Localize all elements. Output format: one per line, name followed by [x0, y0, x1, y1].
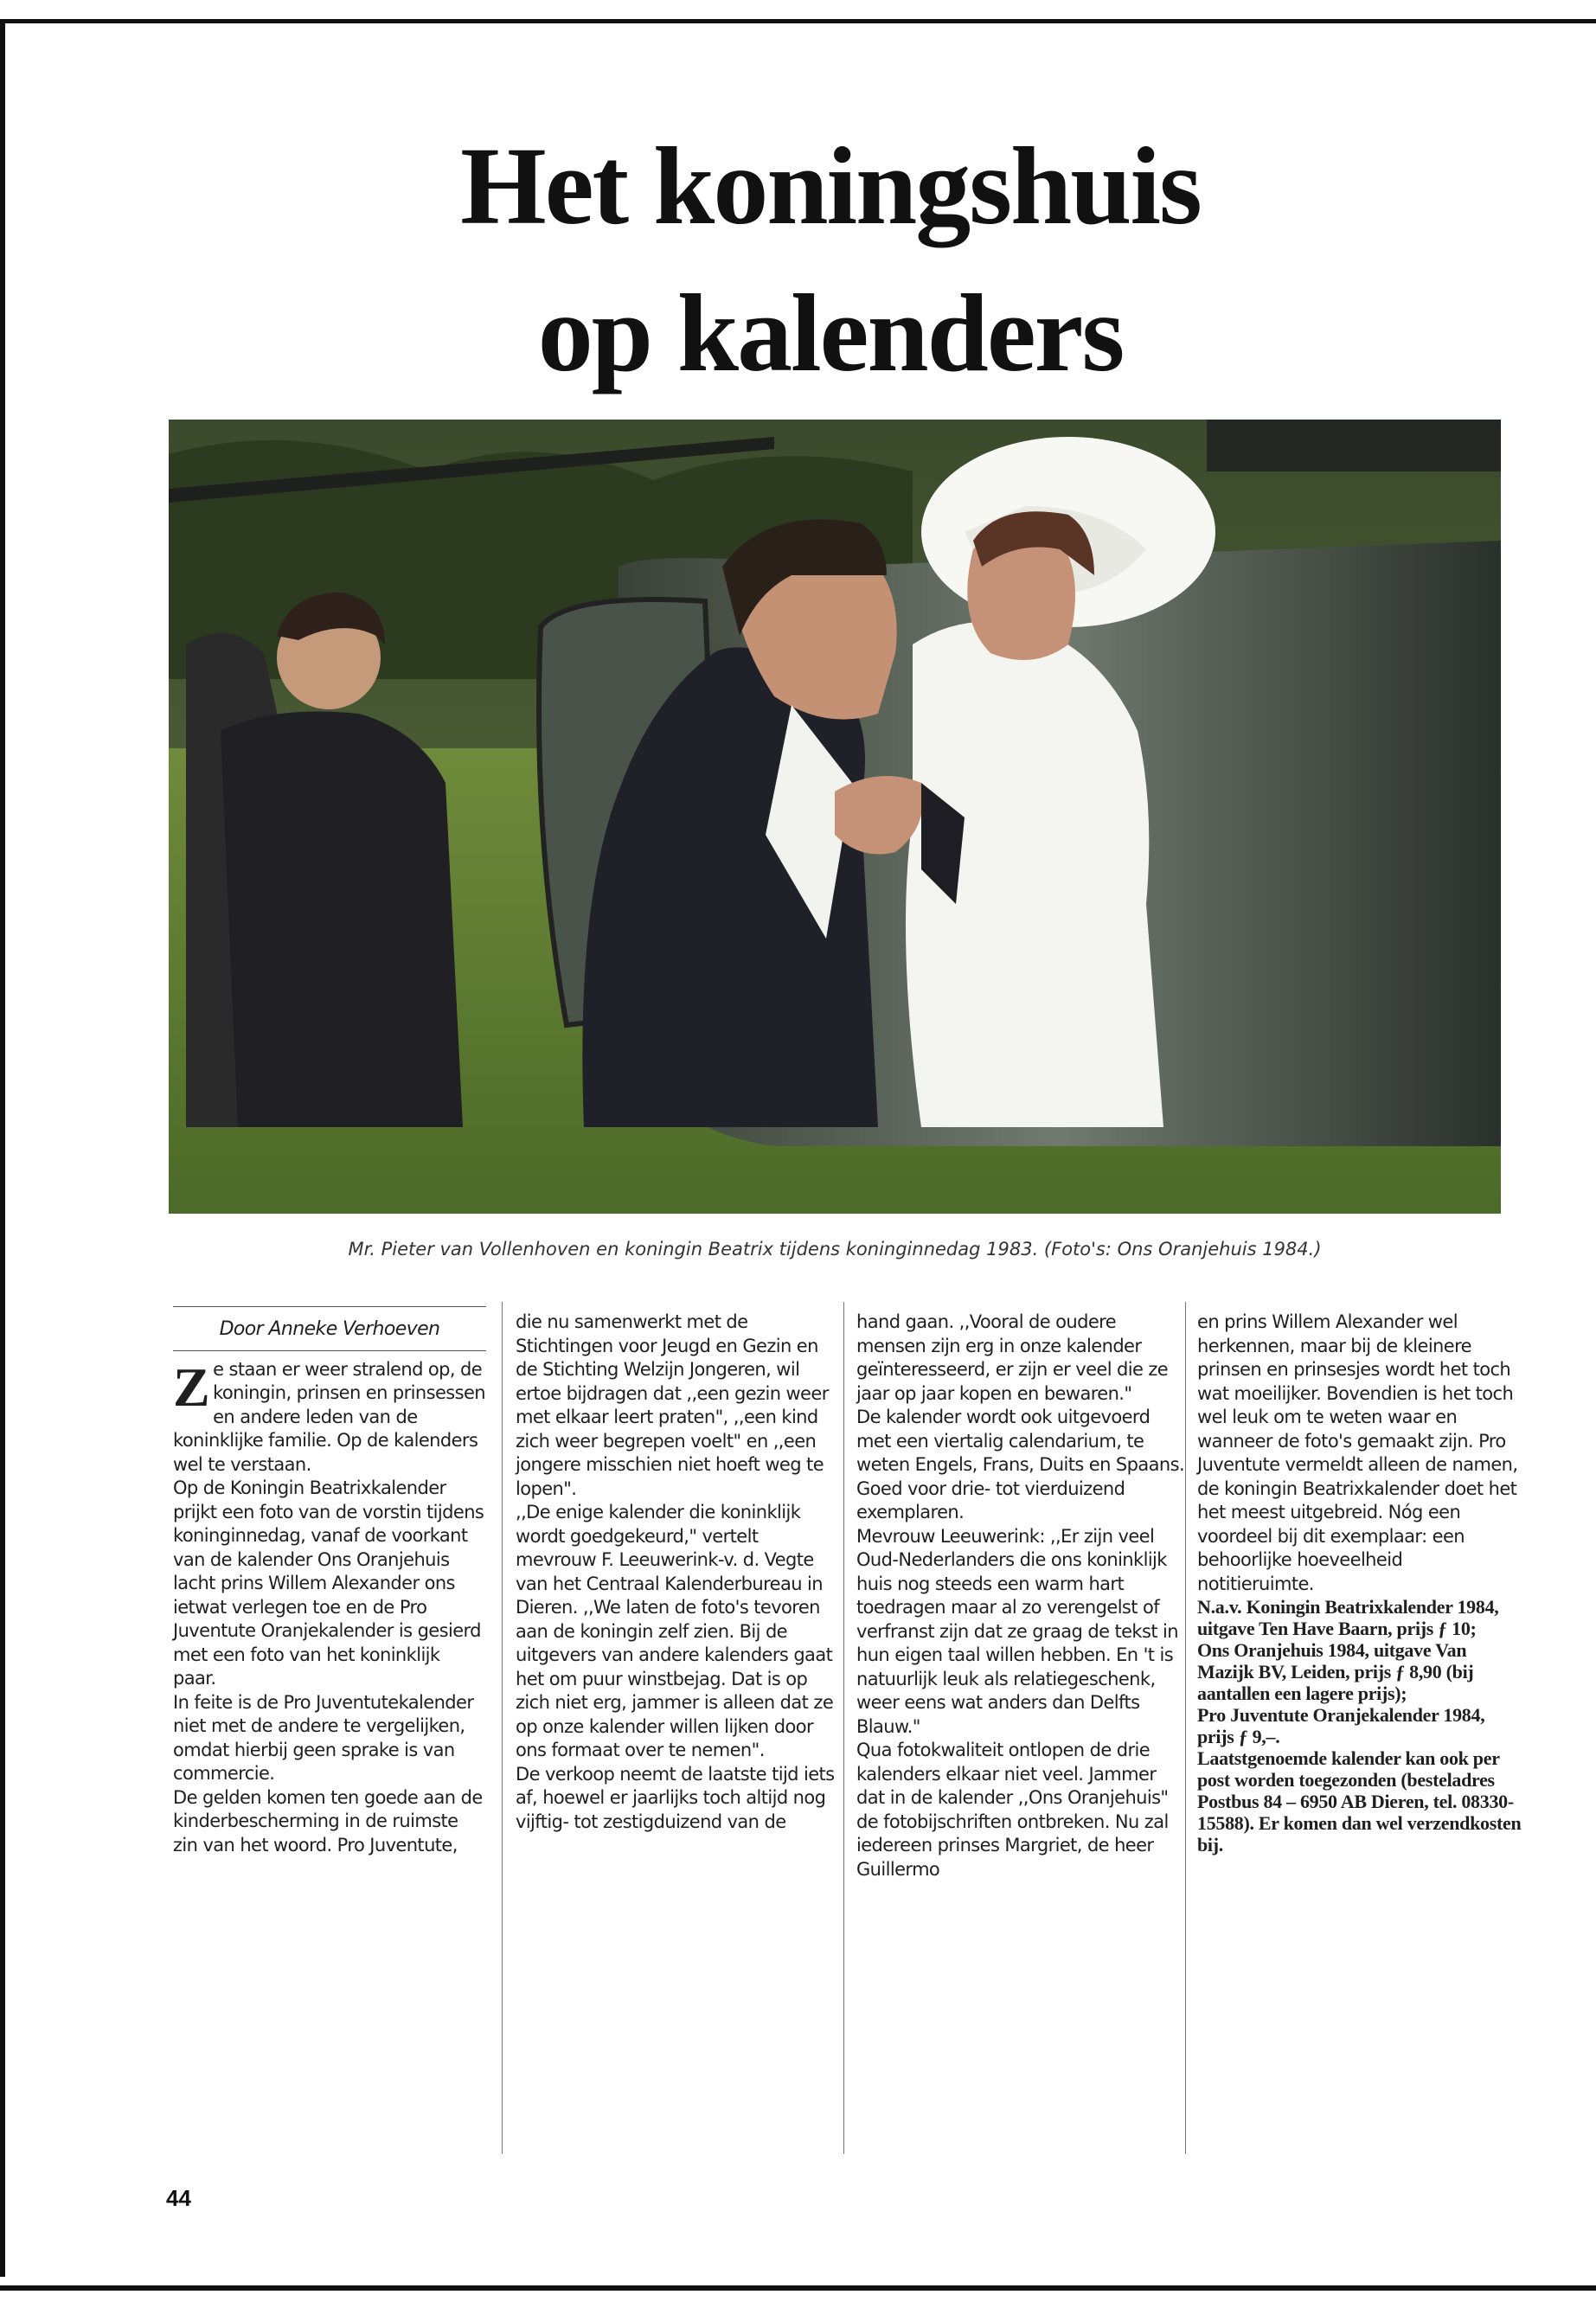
paragraph [173, 1358, 486, 1477]
page-border-left [0, 19, 5, 2277]
article-column-3 [856, 1311, 1185, 1881]
page-border-top [0, 19, 1596, 23]
column-divider [843, 1302, 844, 2154]
paragraph: en prins Willem Alexander wel herkennen, maar bij de kleinere prinsen en prinsesjes wordt het toch wat moeilijker. Bovendien is het toch wel leuk om te weten waar en wanneer de foto's gemaakt zijn. Pro Juventute vermeldt alleen de namen, de koningin Beatrixkalender doet het het meest uitgebreid. Nóg een voordeel bij dit exemplaar: een behoorlijke hoeveelheid notitieruimte. [1197, 1311, 1518, 1594]
page-border-bottom [0, 2285, 1596, 2291]
paragraph: De gelden komen ten goede aan de kinderbescherming in de ruimste zin van het woord. Pro Juventute, [173, 1786, 483, 1856]
byline-rule [173, 1306, 486, 1307]
info-note: Pro Juventute Oranjekalender 1984, prijs ƒ 9,–. [1197, 1704, 1485, 1747]
page-number: 44 [166, 2185, 191, 2211]
article-column-2 [516, 1311, 836, 1834]
paragraph: die nu samenwerkt met de Stichtingen voor Jeugd en Gezin en de Stichting Welzijn Jongeren, wil ertoe bijdragen dat ,,een gezin weer met elkaar leert praten", ,,een kind zich weer begrepen voelt" en ,,een jongere misschien niet hoeft weg te lopen". [516, 1311, 829, 1499]
paragraph: ,,De enige kalender die koninklijk wordt goedgekeurd," vertelt mevrouw F. Leeuwerink-v. d. Vegte van het Centraal Kalenderbureau in Dieren. ,,We laten de foto's tevoren aan de koningin zelf zien. Bij de uitgevers van andere kalenders gaat het om puur winstbejag. Dat is op zich niet erg, jammer is alleen dat ze op onze kalender willen lijken door ons formaat over te nemen". [516, 1502, 834, 1760]
column-divider [502, 1302, 503, 2154]
info-note: Ons Oranjehuis 1984, uitgave Van Mazijk BV, Leiden, prijs ƒ 8,90 (bij aantallen een lagere prijs); [1197, 1639, 1474, 1704]
title-line-1: Het koningshuis [460, 125, 1201, 247]
byline: Door Anneke Verhoeven [173, 1316, 486, 1351]
article-column-1 [173, 1306, 486, 1857]
paragraph: Op de Koningin Beatrixkalender prijkt een foto van de vorstin tijdens koninginnedag, vanaf de voorkant van de kalender Ons Oranjehuis lacht prins Willem Alexander ons ietwat verlegen toe en de Pro Juventute Oranjekalender is gesierd met een foto van het koninklijk paar. [173, 1477, 484, 1689]
paragraph: Mevrouw Leeuwerink: ,,Er zijn veel Oud-Nederlanders die ons koninklijk huis nog steeds een warm hart toedragen maar al zo verengelst of verfranst zijn dat ze graag de tekst in hun eigen taal willen hebben. En 't is natuurlijk leuk als relatiegeschenk, weer eens wat anders dan Delfts Blauw." [856, 1525, 1178, 1737]
article-title [311, 112, 1349, 407]
info-note: N.a.v. Koningin Beatrixkalender 1984, uitgave Ten Have Baarn, prijs ƒ 10; [1197, 1596, 1499, 1639]
photo-illustration [169, 420, 1501, 1214]
info-note: Laatstgenoemde kalender kan ook per post worden toegezonden (besteladres Postbus 84 – 6950 AB Dieren, tel. 08330-15588). Er komen dan wel verzendkosten bij. [1197, 1747, 1522, 1856]
photo-caption: Mr. Pieter van Vollenhoven en koningin Beatrix tijdens koninginnedag 1983. (Foto's: Ons Oranjehuis 1984.) [348, 1239, 1322, 1259]
paragraph: De kalender wordt ook uitgevoerd met een viertalig calendarium, te weten Engels, Frans, Duits en Spaans. Goed voor drie- tot vierduizend exemplaren. [856, 1407, 1185, 1522]
drop-cap: Z [173, 1356, 210, 1418]
title-line-2: op kalenders [537, 272, 1124, 394]
paragraph: Qua fotokwaliteit ontlopen de drie kalenders elkaar niet veel. Jammer dat in de kalender ,,Ons Oranjehuis" de fotobijschriften ontbreken. Nu zal iedereen prinses Margriet, de heer Guillermo [856, 1740, 1169, 1880]
paragraph-text: e staan er weer stralend op, de koningin, prinsen en prinsessen en andere leden van de koninklijke familie. Op de kalenders wel te verstaan. [173, 1358, 485, 1475]
article-photo [169, 420, 1501, 1214]
paragraph: hand gaan. ,,Vooral de oudere mensen zijn erg in onze kalender geïnteresseerd, er zijn er veel die ze jaar op jaar kopen en bewaren." [856, 1311, 1169, 1404]
paragraph: De verkoop neemt de laatste tijd iets af, hoewel er jaarlijks toch altijd nog vijftig- tot zestigduizend van de [516, 1763, 835, 1832]
article-column-4 [1197, 1311, 1522, 1856]
column-divider [1185, 1302, 1186, 2154]
paragraph: In feite is de Pro Juventutekalender niet met de andere te vergelijken, omdat hierbij geen sprake is van commercie. [173, 1691, 474, 1784]
